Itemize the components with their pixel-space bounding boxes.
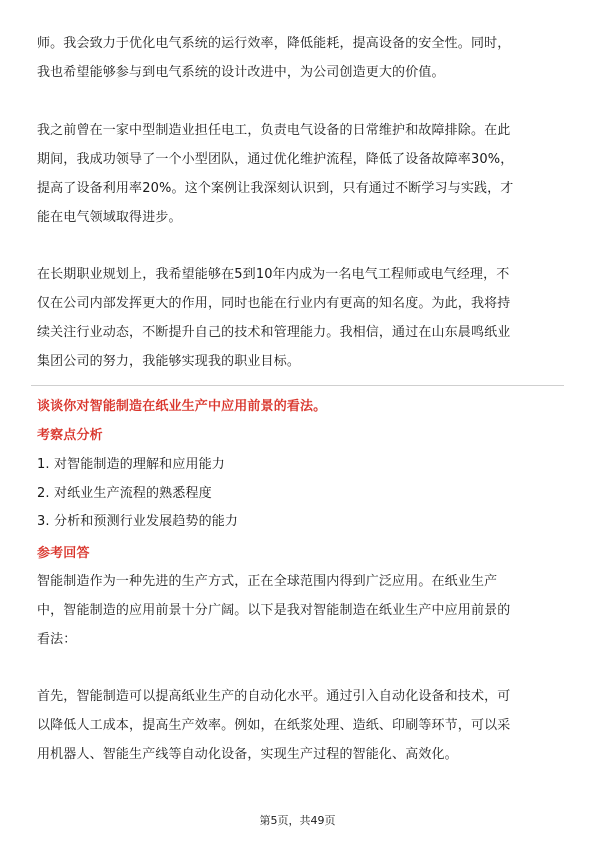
page-number: 第5页，共49页 <box>259 814 336 827</box>
paragraph-line: 续关注行业动态，不断提升自己的技术和管理能力。我相信，通过在山东晨鸣纸业 <box>37 325 511 340</box>
section-divider <box>31 385 564 386</box>
paragraph-line: 期间，我成功领导了一个小型团队，通过优化维护流程，降低了设备故障率30%， <box>37 152 514 167</box>
answer-line: 用机器人、智能生产线等自动化设备，实现生产过程的智能化、高效化。 <box>37 747 458 762</box>
paragraph-line: 仅在公司内部发挥更大的作用，同时也能在行业内有更高的知名度。为此，我将持 <box>37 296 511 311</box>
paragraph-line: 能在电气领域取得进步。 <box>37 210 182 225</box>
answer-line: 智能制造作为一种先进的生产方式，正在全球范围内得到广泛应用。在纸业生产 <box>37 574 498 589</box>
assessment-heading: 考察点分析 <box>37 428 103 443</box>
answer-heading: 参考回答 <box>37 546 90 561</box>
paragraph-line: 我也希望能够参与到电气系统的设计改进中，为公司创造更大的价值。 <box>37 65 445 80</box>
paragraph-line: 我之前曾在一家中型制造业担任电工，负责电气设备的日常维护和故障排除。在此 <box>37 123 511 138</box>
assessment-item: 1. 对智能制造的理解和应用能力 <box>37 457 225 472</box>
answer-line: 中，智能制造的应用前景十分广阔。以下是我对智能制造在纸业生产中应用前景的 <box>37 603 511 618</box>
answer-line: 看法： <box>37 632 77 647</box>
paragraph-line: 在长期职业规划上，我希望能够在5到10年内成为一名电气工程师或电气经理，不 <box>37 267 510 282</box>
paragraph-line: 提高了设备利用率20%。这个案例让我深刻认识到，只有通过不断学习与实践，才 <box>37 181 514 196</box>
assessment-item: 2. 对纸业生产流程的熟悉程度 <box>37 486 212 501</box>
paragraph-line: 师。我会致力于优化电气系统的运行效率，降低能耗，提高设备的安全性。同时， <box>37 36 511 51</box>
interview-question: 谈谈你对智能制造在纸业生产中应用前景的看法。 <box>37 399 327 414</box>
assessment-item: 3. 分析和预测行业发展趋势的能力 <box>37 514 239 529</box>
paragraph-line: 集团公司的努力，我能够实现我的职业目标。 <box>37 354 301 369</box>
answer-line: 首先，智能制造可以提高纸业生产的自动化水平。通过引入自动化设备和技术，可 <box>37 689 511 704</box>
answer-line: 以降低人工成本，提高生产效率。例如，在纸浆处理、造纸、印刷等环节，可以采 <box>37 718 511 733</box>
